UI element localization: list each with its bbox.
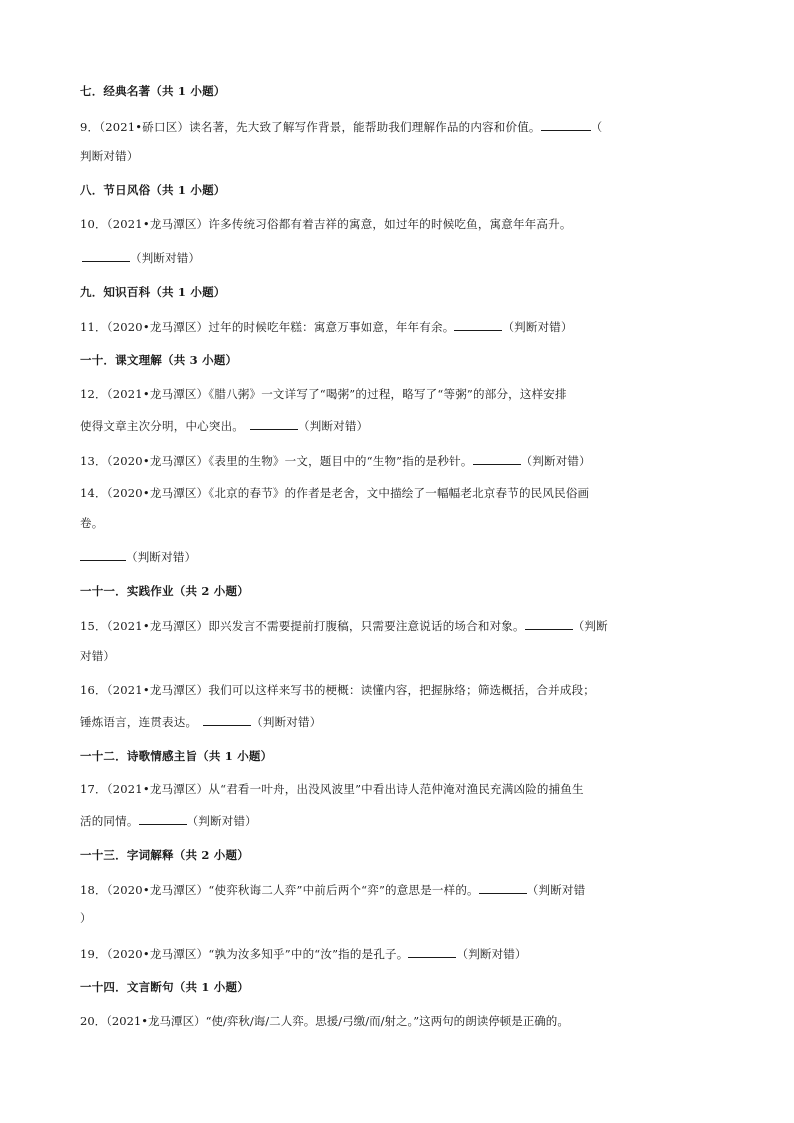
question-11: 11．（2020•龙马潭区）过年的时候吃年糕：寓意万事如意，年年有余。 （判断对错） (0, 316, 794, 337)
answer-blank[interactable] (80, 546, 126, 561)
section-heading: 七．经典名著（共 1 小题） (80, 84, 226, 98)
answer-blank[interactable] (250, 415, 298, 430)
answer-blank[interactable] (525, 615, 573, 630)
section-heading: 一十一．实践作业（共 2 小题） (80, 584, 249, 598)
question-12: 12．（2021•龙马潭区）《腊八粥》一文详写了“喝粥”的过程，略写了“等粥”的部分，这样安排 (80, 387, 567, 401)
answer-blank[interactable] (82, 247, 130, 262)
answer-blank[interactable] (541, 116, 591, 131)
section-heading: 八．节日风俗（共 1 小题） (80, 183, 226, 197)
question-18-cont: ） (80, 911, 92, 925)
question-15-cont: 对错） (80, 649, 116, 663)
question-13: 13．（2020•龙马潭区）《表里的生物》一文，题目中的“生物”指的是秒针。 （判断对错） (0, 450, 794, 471)
question-10-cont: （判断对错） (0, 247, 794, 268)
question-14-answer: （判断对错） (0, 546, 794, 567)
question-16: 16．（2021•龙马潭区）我们可以这样来写书的梗概：读懂内容，把握脉络；筛选概括，合并成段； (80, 683, 596, 697)
answer-blank[interactable] (139, 810, 187, 825)
question-9-cont: 判断对错） (80, 149, 139, 163)
section-heading: 九．知识百科（共 1 小题） (80, 285, 226, 299)
answer-blank[interactable] (473, 450, 521, 465)
question-17: 17．（2021•龙马潭区）从“君看一叶舟，出没风波里”中看出诗人范仲淹对渔民充满凶险的捕鱼生 (80, 782, 584, 796)
answer-blank[interactable] (203, 711, 251, 726)
section-heading: 一十．课文理解（共 3 小题） (80, 353, 238, 367)
question-19: 19．（2020•龙马潭区）“孰为汝多知乎”中的“汝”指的是孔子。 （判断对错） (0, 943, 794, 964)
question-18: 18．（2020•龙马潭区）“使弈秋诲二人弈”中前后两个“弈”的意思是一样的。 （判断对错 (0, 879, 794, 900)
section-heading: 一十四．文言断句（共 1 小题） (80, 980, 249, 994)
answer-blank[interactable] (479, 879, 527, 894)
question-12-cont: 使得文章主次分明，中心突出。 （判断对错） (0, 415, 794, 436)
question-15: 15．（2021•龙马潭区）即兴发言不需要提前打腹稿，只需要注意说话的场合和对象。 （判断 (0, 615, 794, 636)
answer-blank[interactable] (408, 943, 456, 958)
section-heading: 一十二．诗歌情感主旨（共 1 小题） (80, 749, 273, 763)
question-20: 20．（2021•龙马潭区）“使/弈秋/诲/二人弈。思援/弓缴/而/射之。”这两句的朗读停顿是正确的。 (80, 1014, 569, 1028)
question-16-cont: 锤炼语言，连贯表达。 （判断对错） (0, 711, 794, 732)
question-17-cont: 活的同情。 （判断对错） (0, 810, 794, 831)
question-14-cont: 卷。 (80, 516, 104, 530)
question-10: 10．（2021•龙马潭区）许多传统习俗都有着吉祥的寓意，如过年的时候吃鱼，寓意年年高升。 (80, 217, 572, 231)
question-14: 14．（2020•龙马潭区）《北京的春节》的作者是老舍，文中描绘了一幅幅老北京春节的民风民俗画 (80, 486, 590, 500)
section-heading: 一十三．字词解释（共 2 小题） (80, 848, 249, 862)
question-9: 9．（2021•硚口区）读名著，先大致了解写作背景，能帮助我们理解作品的内容和价值。 （ (0, 116, 794, 137)
answer-blank[interactable] (454, 316, 502, 331)
